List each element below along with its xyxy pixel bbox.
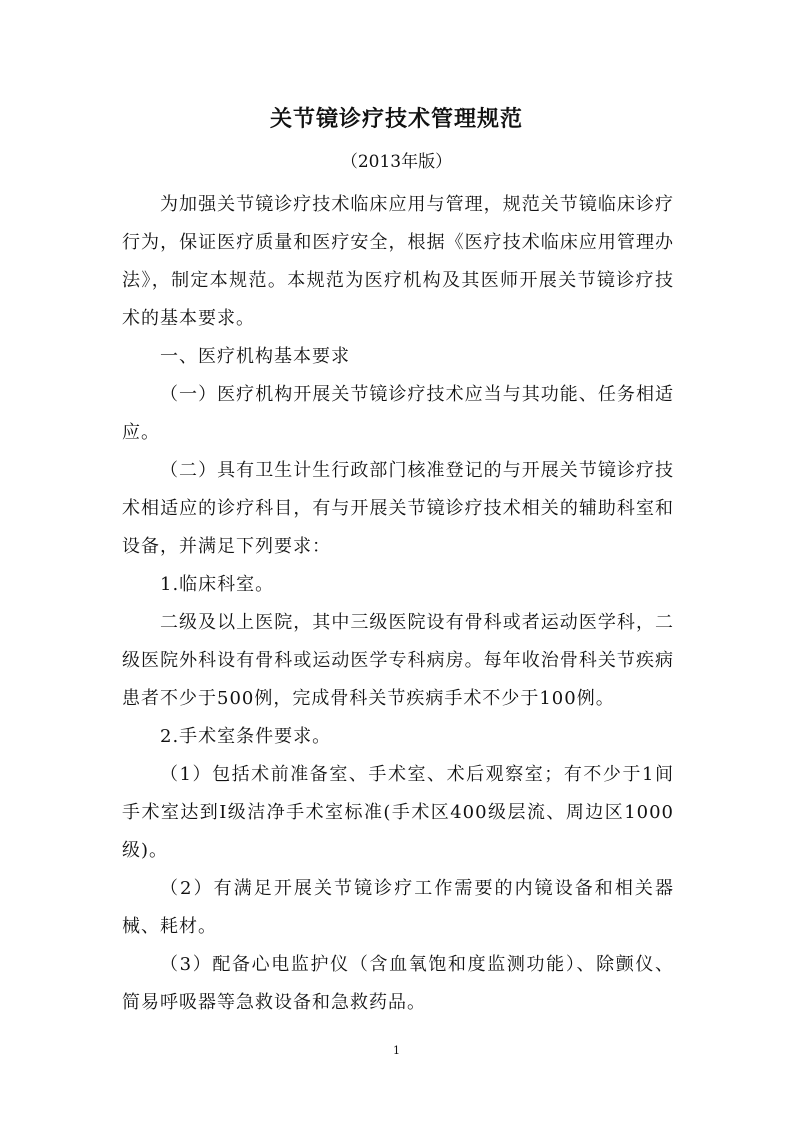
paragraph-operating-room-2: （2）有满足开展关节镜诊疗工作需要的内镜设备和相关器械、耗材。 (122, 878, 674, 937)
paragraph-operating-room-1: （1）包括术前准备室、手术室、术后观察室；有不少于1间手术室达到Ⅰ级洁净手术室标准(手术区400级层流、周边区1000级)。 (122, 764, 674, 861)
subheading-clinical-department: 1.临床科室。 (160, 574, 275, 595)
page-number: 1 (393, 1044, 400, 1057)
paragraph-intro: 为加强关节镜诊疗技术临床应用与管理，规范关节镜临床诊疗行为，保证医疗质量和医疗安全，根据《医疗技术临床应用管理办法》，制定本规范。本规范为医疗机构及其医师开展关节镜诊疗技术的基本要求。 (122, 194, 674, 329)
document-title: 关节镜诊疗技术管理规范 (269, 107, 523, 132)
document-subtitle: （2013年版） (340, 152, 453, 172)
section-heading-1: 一、医疗机构基本要求 (160, 346, 350, 367)
paragraph-clinical-department: 二级及以上医院，其中三级医院设有骨科或者运动医学科，二级医院外科设有骨科或运动医学专科病房。每年收治骨科关节疾病患者不少于500例，完成骨科关节疾病手术不少于100例。 (122, 612, 674, 709)
subheading-operating-room: 2.手术室条件要求。 (160, 726, 332, 747)
paragraph-item-1: （一）医疗机构开展关节镜诊疗技术应当与其功能、任务相适应。 (122, 384, 674, 443)
document-body (122, 186, 674, 1022)
paragraph-item-2: （二）具有卫生计生行政部门核准登记的与开展关节镜诊疗技术相适应的诊疗科目，有与开展关节镜诊疗技术相关的辅助科室和设备，并满足下列要求： (122, 460, 674, 557)
paragraph-operating-room-3: （3）配备心电监护仪（含血氧饱和度监测功能）、除颤仪、简易呼吸器等急救设备和急救药品。 (122, 954, 674, 1013)
